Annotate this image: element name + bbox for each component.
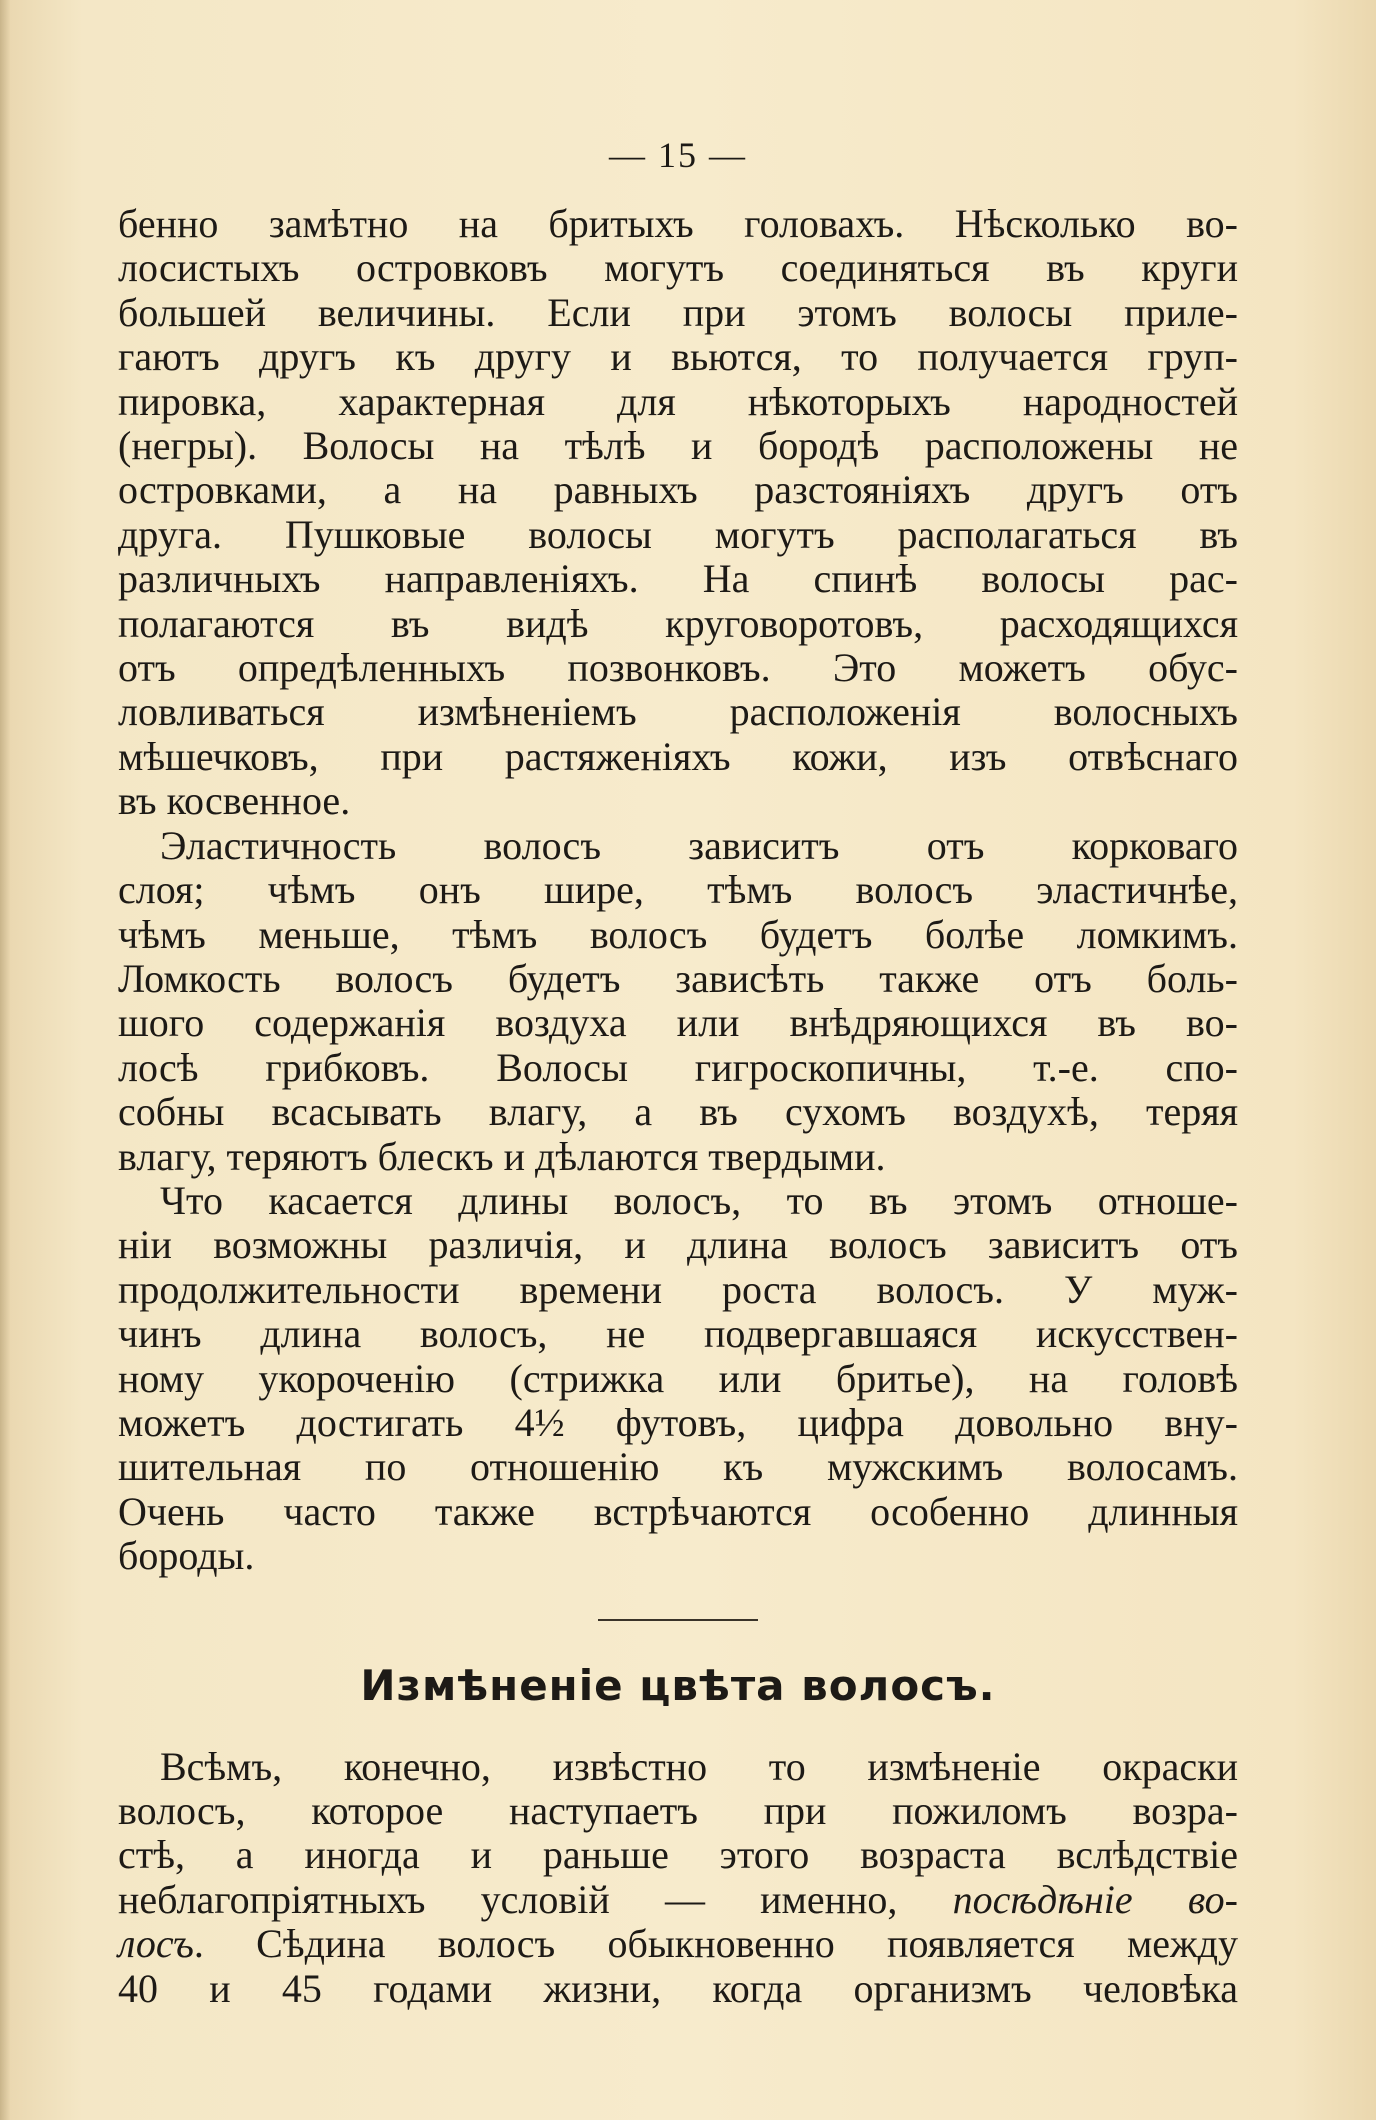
text-line: (негры). Волосы на тѣлѣ и бородѣ расположены не <box>118 423 1238 469</box>
page-content <box>118 128 1238 2011</box>
section-divider <box>598 1619 758 1621</box>
text-line: чѣмъ меньше, тѣмъ волосъ будетъ болѣе ломкимъ. <box>118 911 1238 957</box>
text-line: мѣшечковъ, при растяженіяхъ кожи, изъ отвѣснаго <box>118 733 1238 779</box>
text-line: Очень часто также встрѣчаются особенно длинныя <box>118 1488 1238 1534</box>
text-line: гаютъ другъ къ другу и вьются, то получается груп- <box>118 334 1238 380</box>
text-line: влагу, теряютъ блескъ и дѣлаются твердыми. <box>118 1133 886 1179</box>
text-line: стѣ, а иногда и раньше этого возраста вслѣдствіе <box>118 1832 1238 1878</box>
text-line-mixed <box>118 1922 1238 1966</box>
text-segment: . Сѣдина волосъ обыкновенно появляется между <box>193 1921 1238 1967</box>
text-line: слоя; чѣмъ онъ шире, тѣмъ волосъ эластичнѣе, <box>118 867 1238 913</box>
text-line: различныхъ направленіяхъ. На спинѣ волосы рас- <box>118 556 1238 602</box>
text-line: чинъ длина волосъ, не подвергавшаяся искусствен- <box>118 1311 1238 1357</box>
text-line: 40 и 45 годами жизни, когда организмъ человѣка <box>118 1965 1238 2011</box>
text-line: островками, а на равныхъ разстояніяхъ другъ отъ <box>118 467 1238 513</box>
text-line: ловливаться измѣненіемъ расположенія волосныхъ <box>118 689 1238 735</box>
text-line: отъ опредѣленныхъ позвонковъ. Это можетъ обус- <box>118 645 1238 691</box>
paragraph-3 <box>118 1179 1238 1579</box>
text-segment: неблагопріятныхъ условій — именно, <box>118 1876 953 1922</box>
italic-term: лосъ <box>118 1921 194 1967</box>
text-line: въ косвенное. <box>118 778 351 824</box>
text-line: собны всасывать влагу, а въ сухомъ воздухѣ, теряя <box>118 1089 1238 1135</box>
section-heading: Измѣненіе цвѣта волосъ. <box>360 1660 996 1710</box>
text-line: Что касается длины волосъ, то въ этомъ отноше- <box>160 1177 1238 1223</box>
text-line: Всѣмъ, конечно, извѣстно то измѣненіе окраски <box>160 1743 1238 1789</box>
text-line: полагаются въ видѣ круговоротовъ, расходящихся <box>118 600 1238 646</box>
text-line: Эластичность волосъ зависитъ отъ корковаго <box>160 822 1238 868</box>
text-line: лосѣ грибковъ. Волосы гигроскопичны, т.-е. спо- <box>118 1044 1238 1090</box>
text-line: Ломкость волосъ будетъ зависѣть также отъ боль- <box>118 955 1238 1001</box>
text-line: шительная по отношенію къ мужскимъ волосамъ. <box>118 1444 1238 1490</box>
text-line: шого содержанія воздуха или внѣдряющихся въ во- <box>118 1000 1238 1046</box>
italic-term: посѣдѣніе во- <box>952 1876 1239 1922</box>
text-line: лосистыхъ островковъ могутъ соединяться въ круги <box>118 245 1238 291</box>
text-line: ніи возможны различія, и длина волосъ зависитъ отъ <box>118 1222 1238 1268</box>
text-line: можетъ достигать 4½ футовъ, цифра довольно вну- <box>118 1399 1238 1445</box>
text-line: продолжительности времени роста волосъ. У муж- <box>118 1266 1238 1312</box>
page-number: — 15 — <box>609 135 747 175</box>
text-line: друга. Пушковые волосы могутъ располагаться въ <box>118 511 1238 557</box>
text-line-mixed <box>118 1878 1238 1922</box>
text-line: бороды. <box>118 1533 255 1579</box>
text-line: ному укороченію (стрижка или бритье), на головѣ <box>118 1355 1238 1401</box>
paragraph-1 <box>118 202 1238 824</box>
text-line: бенно замѣтно на бритыхъ головахъ. Нѣсколько во- <box>118 201 1238 246</box>
section-paragraph <box>118 1745 1238 2011</box>
text-line: большей величины. Если при этомъ волосы приле- <box>118 289 1238 335</box>
text-line: пировка, характерная для нѣкоторыхъ народностей <box>118 378 1238 424</box>
paragraph-2 <box>118 824 1238 1179</box>
page-spine-shadow <box>0 0 10 2120</box>
text-line: волосъ, которое наступаетъ при пожиломъ возра- <box>118 1788 1238 1833</box>
